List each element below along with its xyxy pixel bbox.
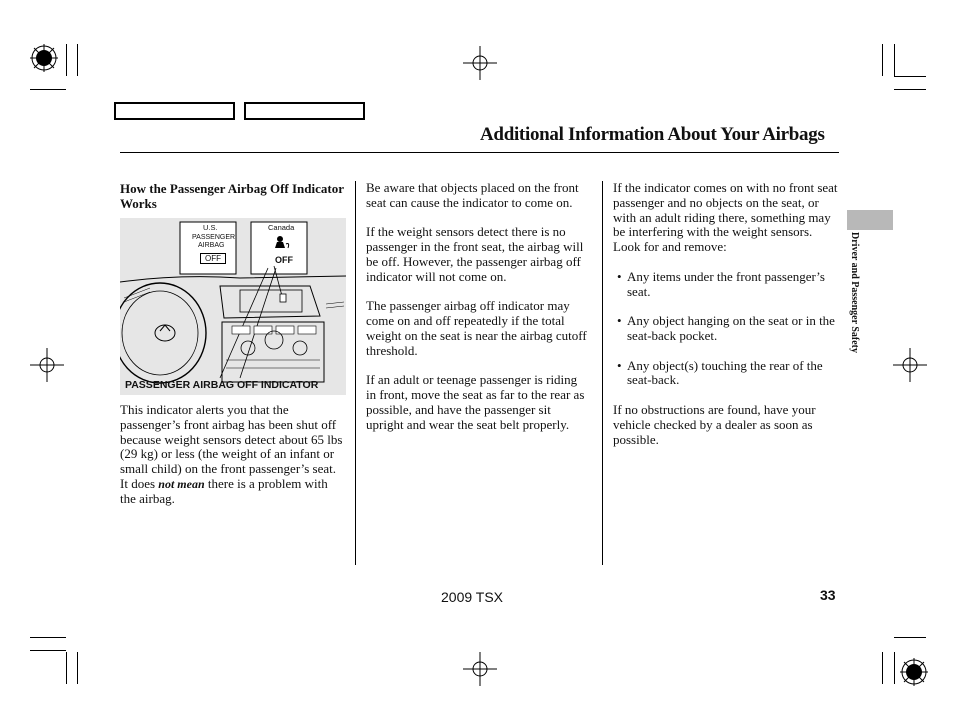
column-divider [602,181,603,565]
section-label: Driver and Passenger Safety [849,232,860,354]
title-rule [120,152,839,153]
paragraph: If an adult or teenage passenger is riding in front, move the seat as far to the rear as possible, and have the passenger sit upright and wear the seat belt properly. [366,372,585,432]
registration-target-icon [900,658,928,686]
paragraph: If the indicator comes on with no front seat passenger and no objects on the seat, or with an adult riding there, something may be interfering with the weight sensors. Look for and remove: [613,180,838,255]
list-item: • Any object(s) touching the rear of the seat-back. [613,359,839,389]
list-item: • Any items under the front passenger’s seat. [613,270,839,300]
indicator-text-line1: PASSENGER [192,234,236,241]
paragraph: This indicator alerts you that the passenger’s front airbag has been shut off because weight sensors detect about 65 lbs (29 kg) or less (the weight of an infant or small child) on the front passenger’s seat. It does not mean there is a problem with the airbag. [120,402,343,506]
section-tab [847,210,893,230]
header-tab-box [114,102,235,120]
airbag-indicator-figure [120,218,346,395]
registration-crosshair-icon [893,348,927,382]
page-title: Additional Information About Your Airbags [480,124,825,145]
registration-crosshair-icon [463,46,497,80]
registration-crosshair-icon [30,348,64,382]
list-item: • Any object hanging on the seat or in the seat-back pocket. [613,314,839,344]
off-badge-us: OFF [200,253,226,264]
page-number: 33 [820,587,836,603]
paragraph: If no obstructions are found, have your vehicle checked by a dealer as soon as possible. [613,401,816,447]
header-tab-box [244,102,365,120]
column-2 [366,181,590,447]
dashboard-illustration [120,218,346,395]
paragraph: If the weight sensors detect there is no passenger in the front seat, the airbag will be off. However, the passenger airbag off indicator will not come on. [366,224,584,284]
column-divider [355,181,356,565]
canada-label: Canada [268,223,295,232]
indicator-text-line2: AIRBAG [198,242,225,249]
column-3 [613,181,839,462]
us-label: U.S. [203,223,218,232]
emphasis: not mean [158,476,205,491]
figure-caption: PASSENGER AIRBAG OFF INDICATOR [125,379,319,391]
paragraph: The passenger airbag off indicator may come on and off repeatedly if the total weight on the seat is near the airbag cutoff threshold. [366,298,587,358]
paragraph: Be aware that objects placed on the front seat can cause the indicator to come on. [366,180,579,210]
off-badge-canada: OFF [275,255,293,265]
column-1-body [120,403,346,521]
registration-target-icon [30,44,58,72]
obstruction-list [613,270,839,388]
registration-crosshair-icon [463,652,497,686]
section-subhead: How the Passenger Airbag Off Indicator Works [120,181,344,211]
footer-model: 2009 TSX [441,589,504,605]
